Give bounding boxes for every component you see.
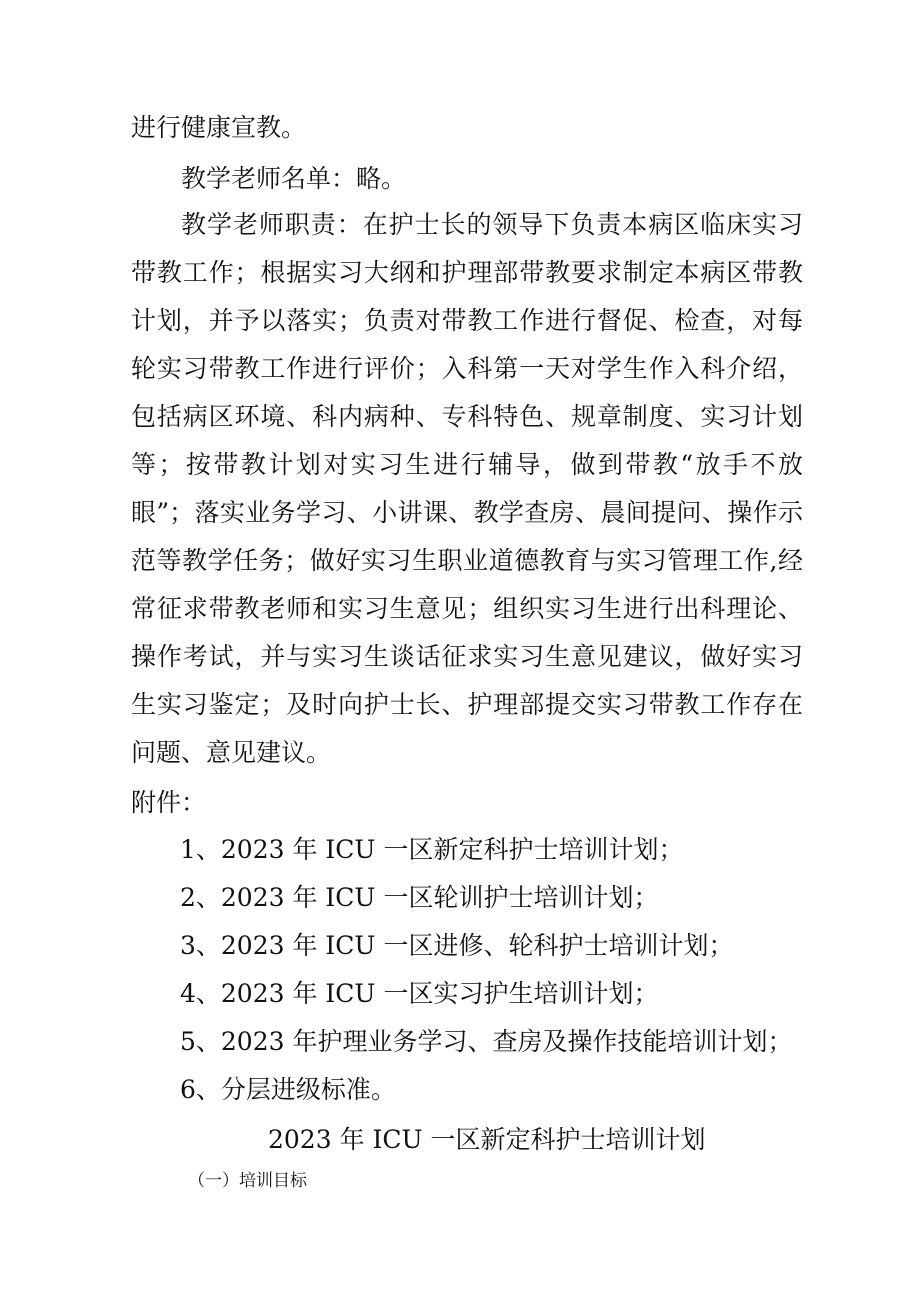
teacher-duties-paragraph: 教学老师职责：在护士长的领导下负责本病区临床实习带教工作；根据实习大纲和护理部带教要求制定本病区带教计划，并予以落实；负责对带教工作进行督促、检查，对每轮实习带教工作进行评价；入科第一天对学生作入科介绍，包括病区环境、科内病种、专科特色、规章制度、实习计划等；按带教计划对实习生进行辅导，做到带教“放手不放眼”；落实业务学习、小讲课、教学查房、晨间提问、操作示范等教学任务；做好实习生职业道德教育与实习管理工作,经常征求带教老师和实习生意见；组织实习生进行出科理论、操作考试，并与实习生谈话征求实习生意见建议，做好实习生实习鉴定；及时向护士长、护理部提交实习带教工作存在问题、意见建议。: [131, 210, 803, 767]
attachment-item-1: 1、2023 年 ICU 一区新定科护士培训计划；: [180, 835, 684, 864]
continuation-text: 进行健康宣教。: [131, 113, 307, 142]
attachment-item-6: 6、分层进级标准。: [180, 1075, 396, 1104]
attachment-item-2: 2、2023 年 ICU 一区轮训护士培训计划；: [180, 883, 659, 912]
attachment-item-3: 3、2023 年 ICU 一区进修、轮科护士培训计划；: [180, 931, 734, 960]
plan-title: 2023 年 ICU 一区新定科护士培训计划: [268, 1125, 706, 1154]
attachments-label: 附件：: [131, 788, 207, 817]
teacher-list-text: 教学老师名单：略。: [181, 164, 407, 193]
attachment-item-5: 5、2023 年护理业务学习、查房及操作技能培训计划；: [180, 1027, 793, 1056]
attachment-item-4: 4、2023 年 ICU 一区实习护生培训计划；: [180, 979, 659, 1008]
section-heading: （一）培训目标: [188, 1171, 307, 1191]
